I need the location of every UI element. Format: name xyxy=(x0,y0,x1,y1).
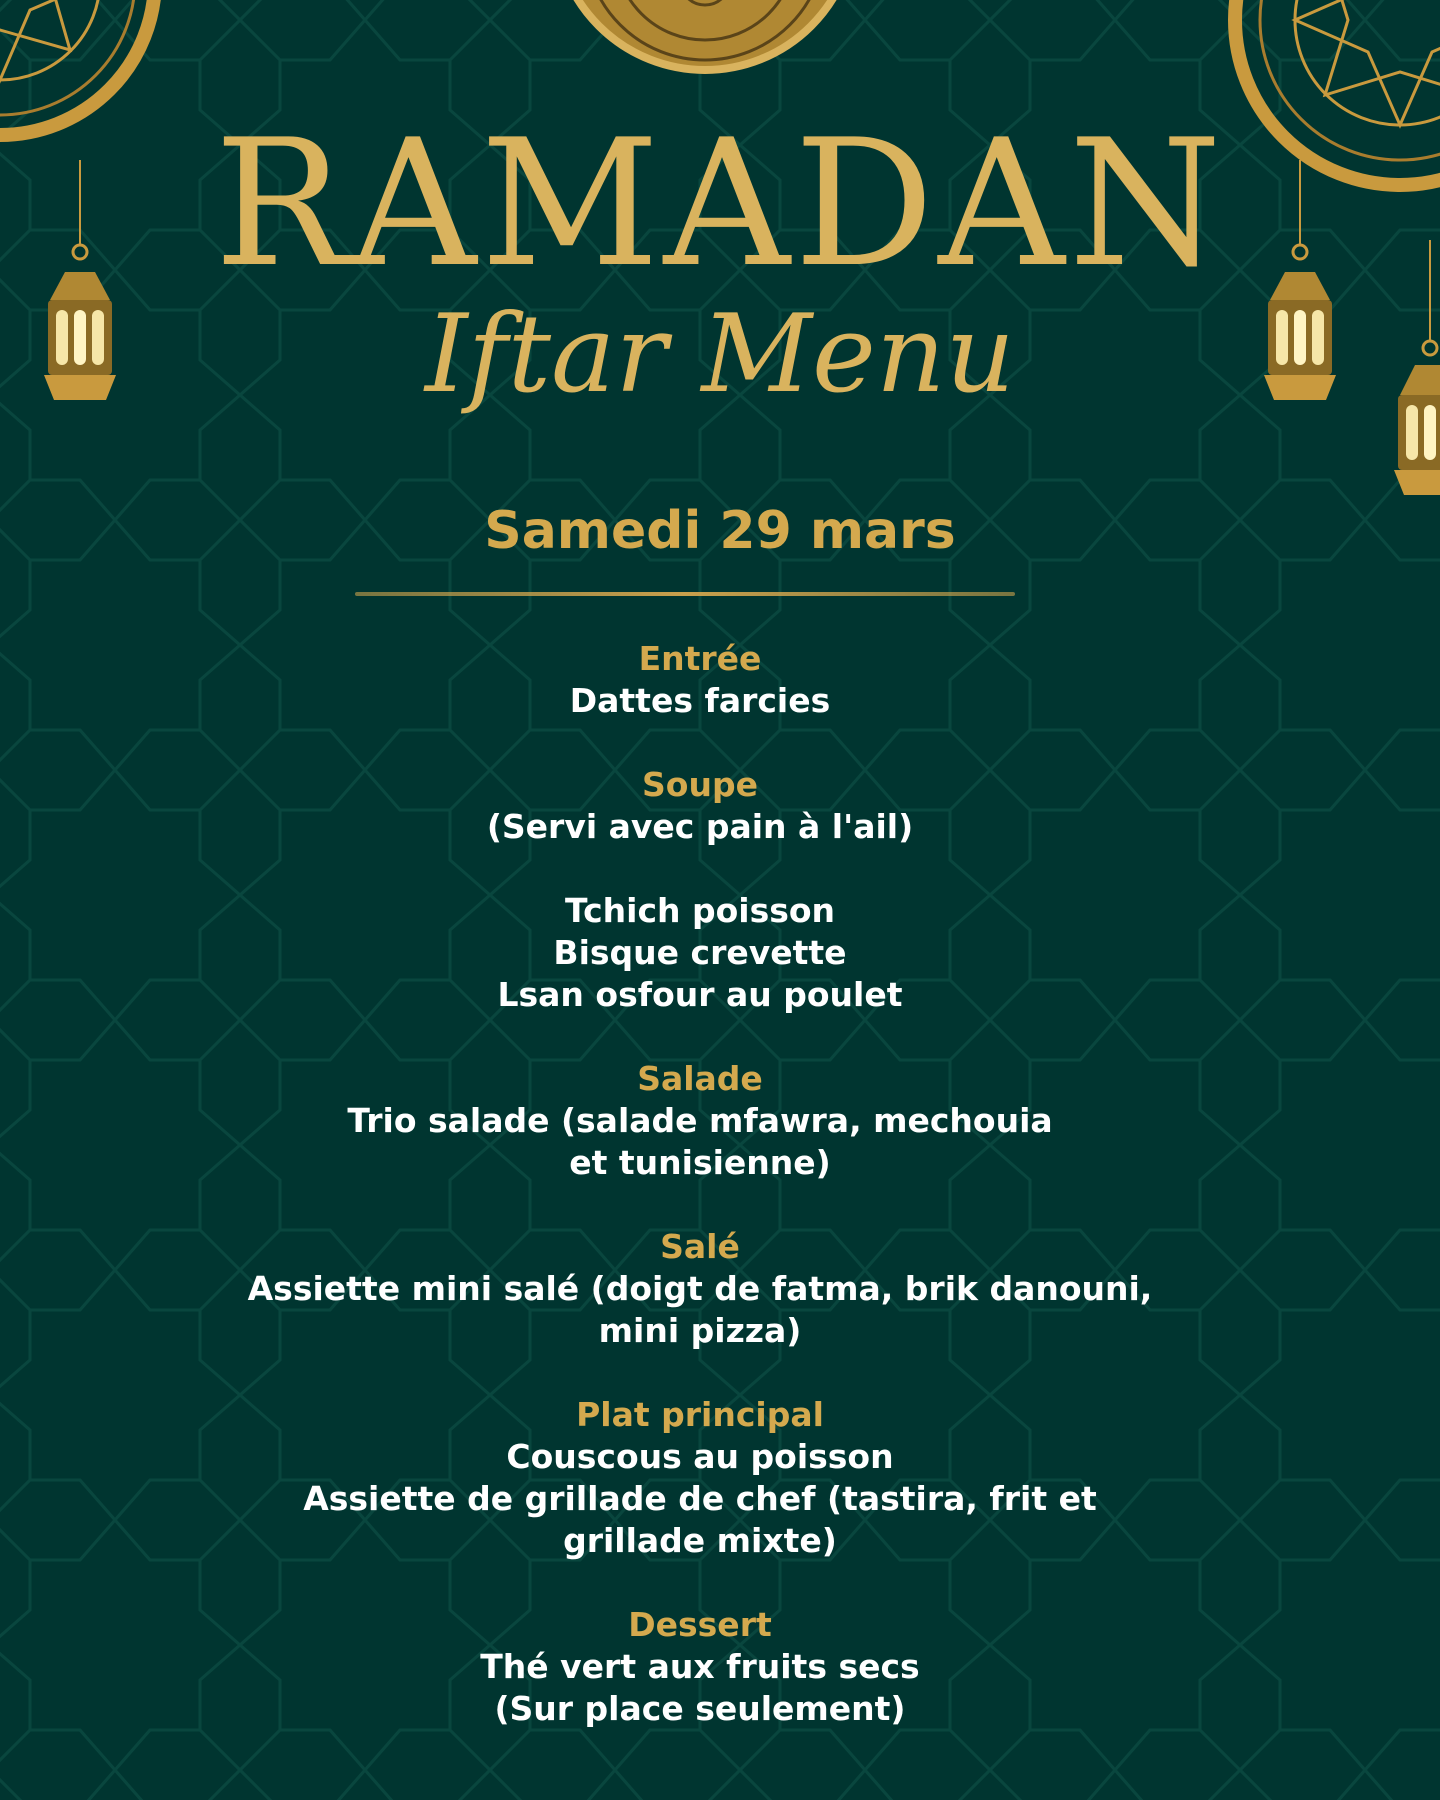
menu-item: (Servi avec pain à l'ail) xyxy=(486,807,914,846)
menu-item: et tunisienne) xyxy=(569,1143,831,1182)
menu-item: Tchich poisson xyxy=(564,891,836,930)
menu-section-soupe xyxy=(150,764,1250,848)
section-title: Entrée xyxy=(638,639,762,678)
mandala-ornament-top-center-icon xyxy=(545,0,865,90)
menu-item: grillade mixte) xyxy=(563,1521,837,1560)
menu-item: Assiette de grillade de chef (tastira, frit et xyxy=(303,1479,1097,1518)
section-title: Dessert xyxy=(628,1605,772,1644)
menu-item: Dattes farcies xyxy=(569,681,831,720)
menu-item: mini pizza) xyxy=(598,1311,802,1350)
menu-item: Lsan osfour au poulet xyxy=(497,975,903,1014)
menu-section-entree xyxy=(150,638,1250,722)
menu-item: Thé vert aux fruits secs xyxy=(480,1647,920,1686)
section-title: Soupe xyxy=(642,765,758,804)
page-subtitle: Iftar Menu xyxy=(425,292,1015,417)
menu-section-plat-principal xyxy=(150,1394,1250,1562)
menu-section-dessert xyxy=(150,1604,1250,1730)
section-title: Plat principal xyxy=(576,1395,824,1434)
section-title: Salade xyxy=(637,1059,763,1098)
menu-list xyxy=(150,638,1250,1772)
section-title: Salé xyxy=(660,1227,740,1266)
menu-item: Bisque crevette xyxy=(553,933,847,972)
divider xyxy=(355,592,1015,596)
menu-date: Samedi 29 mars xyxy=(484,501,956,561)
menu-item: (Sur place seulement) xyxy=(494,1689,906,1728)
menu-section-sale xyxy=(150,1226,1250,1352)
menu-section-soup-list xyxy=(150,890,1250,1016)
menu-section-salade xyxy=(150,1058,1250,1184)
page-title: RAMADAN xyxy=(214,103,1226,306)
menu-item: Couscous au poisson xyxy=(506,1437,894,1476)
menu-item: Assiette mini salé (doigt de fatma, brik danouni, xyxy=(247,1269,1153,1308)
menu-item: Trio salade (salade mfawra, mechouia xyxy=(347,1101,1053,1140)
